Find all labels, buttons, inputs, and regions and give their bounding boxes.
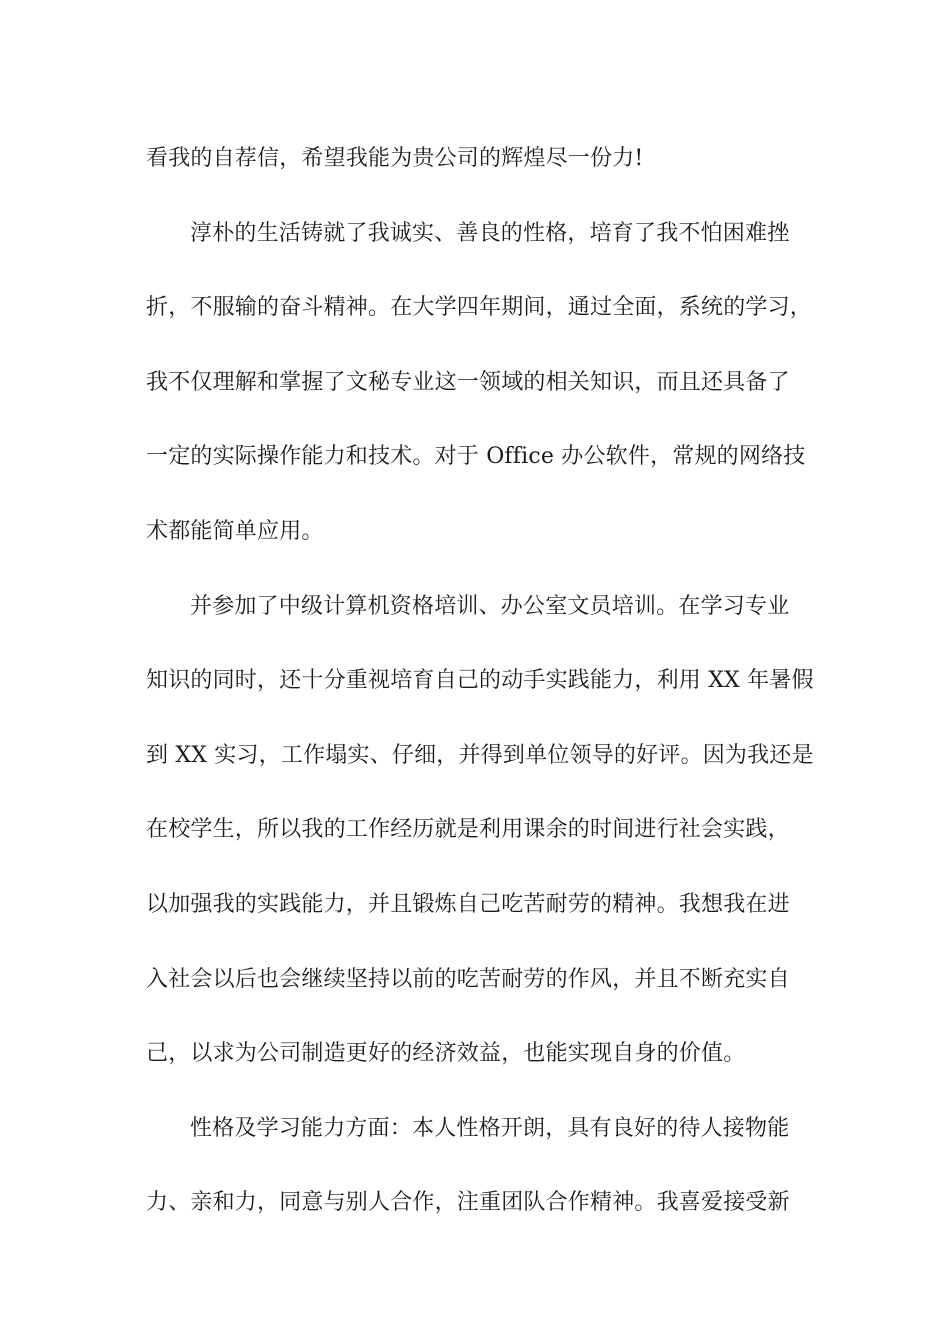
text-line: 术都能简单应用。 bbox=[146, 518, 324, 544]
text-line: 并参加了中级计算机资格培训、办公室文员培训。在学习专业 bbox=[190, 593, 790, 619]
text-line: 入社会以后也会继续坚持以前的吃苦耐劳的作风，并且不断充实自 bbox=[146, 966, 790, 992]
text-line: 我不仅理解和掌握了文秘专业这一领域的相关知识，而且还具备了 bbox=[146, 369, 790, 395]
text-line: 一定的实际操作能力和技术。对于 Office 办公软件，常规的网络技 bbox=[146, 444, 806, 470]
text-line: 淳朴的生活铸就了我诚实、善良的性格，培育了我不怕困难挫 bbox=[190, 220, 790, 246]
text-line: 力、亲和力，同意与别人合作，注重团队合作精神。我喜爱接受新 bbox=[146, 1190, 790, 1216]
text-line: 知识的同时，还十分重视培育自己的动手实践能力，利用 XX 年暑假 bbox=[146, 668, 814, 694]
text-line: 到 XX 实习，工作塌实、仔细，并得到单位领导的好评。因为我还是 bbox=[146, 742, 814, 768]
text-line: 在校学生，所以我的工作经历就是利用课余的时间进行社会实践， bbox=[146, 817, 790, 843]
text-line: 以加强我的实践能力，并且锻炼自己吃苦耐劳的精神。我想我在进 bbox=[146, 891, 790, 917]
text-line: 己，以求为公司制造更好的经济效益，也能实现自身的价值。 bbox=[146, 1041, 746, 1067]
text-line: 看我的自荐信，希望我能为贵公司的辉煌尽一份力! bbox=[146, 146, 644, 171]
text-line: 折，不服输的奋斗精神。在大学四年期间，通过全面，系统的学习， bbox=[146, 295, 813, 321]
text-line: 性格及学习能力方面：本人性格开朗，具有良好的待人接物能 bbox=[190, 1115, 790, 1141]
document-body bbox=[146, 122, 826, 1241]
